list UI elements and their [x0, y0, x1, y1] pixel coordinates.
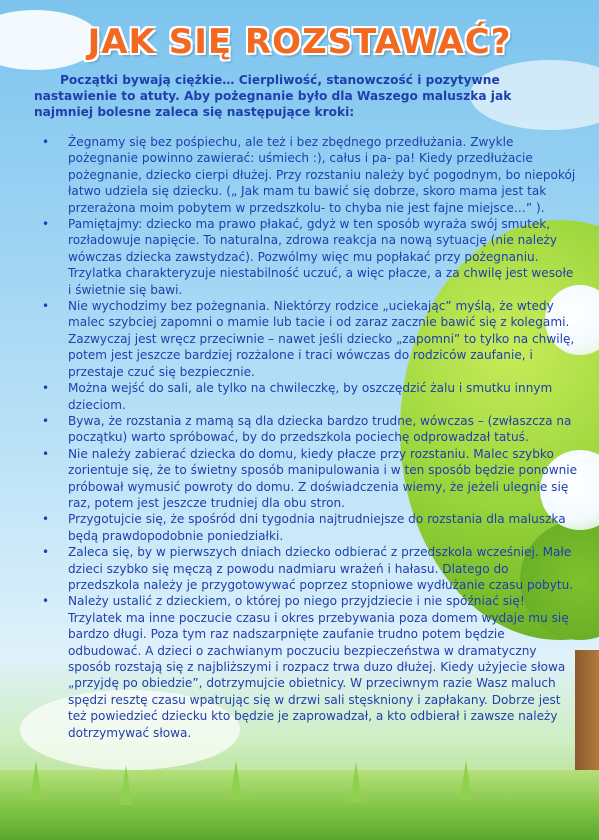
tip-text: Można wejść do sali, ale tylko na chwileczkę, by oszczędzić żalu i smutku innym dzieciom. [68, 381, 553, 412]
page-title: JAK SIĘ ROZSTAWAĆ? [87, 22, 512, 62]
bullet-icon: • [42, 381, 50, 396]
grass-blade [460, 760, 472, 800]
list-item [24, 298, 578, 380]
tip-text: Żegnamy się bez pośpiechu, ale też i bez zbędnego przedłużania. Zwykle pożegnanie powinno zawierać: uśmiech :), całus i pa- pa! Kiedy przedłużacie pożegnanie, dziecko cierpi dłużej. Przy rozstaniu należy być pogodnym, bo niepokój łatwo udziela się dziecku. („ Jak mam tu bawić się dobrze, skoro mama jest tak przerażona moim pobytem w przedszkolu- to chyba nie jest fajne miejsce…” ). [68, 135, 576, 215]
bullet-icon: • [42, 512, 50, 527]
grass-blade [30, 760, 42, 800]
list-item [24, 446, 578, 512]
bullet-icon: • [42, 446, 50, 461]
bullet-icon: • [42, 217, 50, 232]
bullet-icon: • [42, 135, 50, 149]
tree-trunk [575, 650, 599, 770]
tip-text: Należy ustalić z dzieckiem, o której po niego przyjdziecie i nie spóźniać się! Trzylatek ma inne poczucie czasu i okres przebywania poza domem wydaje mu się bardzo długi. Poza tym raz nadszarpnięte zaufanie trudno potem będzie odbudować. A dzieci o zachwianym poczuciu bezpieczeństwa w dramatyczny sposób rozstają się z najbliższymi i rozpacz trwa duzo dłużej. Kiedy użyjecie słowa „przyjdę po obiedzie”, dotrzymujcie obietnicy. W przeciwnym razie Wasz maluch spędzi resztę czasu wpatrując się w drzwi sali stęskniony i zapłakany. Dobrze jest też powiedzieć dziecku kto będzie je zaprowadzał, a kto odbierał i zawsze należy dotrzymywać słowa. [68, 594, 569, 740]
bullet-icon: • [42, 299, 50, 314]
list-item [24, 216, 578, 298]
bullet-icon: • [42, 413, 50, 428]
grass-blade [230, 760, 242, 800]
tip-text: Pamiętajmy: dziecko ma prawo płakać, gdyż w ten sposób wyraża swój smutek, rozładowuje napięcie. To naturalna, zdrowa reakcja na nową sytuację (nie należy wówczas dziecka zawstydzać). Pozwólmy więc mu popłakać przy pożegnaniu. Trzylatka charakteryzuje niestabilność uczuć, a więc płacze, a za chwilę jest wesołe i świetnie się bawi. [68, 217, 574, 297]
tip-text: Nie należy zabierać dziecka do domu, kiedy płacze przy rozstaniu. Malec szybko zorientuje się, że to świetny sposób manipulowania i w ten sposób będzie ponownie próbował wymusić powroty do domu. Z doświadczenia wiemy, że jeżeli ulegnie się raz, potem jest jeszcze trudniej dla obu stron. [68, 446, 578, 510]
list-item [24, 134, 578, 216]
tip-text: Nie wychodzimy bez pożegnania. Niektórzy rodzice „uciekając” myślą, że wtedy malec szybciej zapomni o mamie lub tacie i od zaraz zacznie bawić się z kolegami. Zazwyczaj jest wręcz przeciwnie – nawet jeśli dziecko „zapomni” to tylko na chwilę, potem jest jeszcze bardziej rozżalone i traci wówczas do rodziców zaufanie, i przestaje czuć się bezpiecznie. [68, 299, 575, 379]
tip-text: Przygotujcie się, że spośród dni tygodnia najtrudniejsze do rozstania dla maluszka będą prawdopodobnie poniedziałki. [68, 512, 566, 543]
grass-ground [0, 770, 599, 840]
list-item [24, 511, 578, 544]
grass-blade [350, 762, 362, 802]
bullet-icon: • [42, 594, 50, 609]
bullet-icon: • [42, 545, 50, 560]
intro-paragraph: Początki bywają ciężkie… Cierpliwość, stanowczość i pozytywne nastawienie to atuty. Aby pożegnanie było dla Waszego maluszka jak najmniej bolesne zaleca się następujące kroki: [34, 73, 512, 119]
tips-list [24, 134, 578, 741]
list-item [24, 593, 578, 741]
grass-blade [120, 765, 132, 805]
list-item [24, 413, 578, 446]
list-item [24, 544, 578, 593]
list-item [24, 380, 578, 413]
tip-text: Bywa, że rozstania z mamą są dla dziecka bardzo trudne, wówczas – (zwłaszcza na początku) warto spróbować, by do przedszkola pociechę odprowadzał tatuś. [68, 413, 572, 445]
tip-text: Zaleca się, by w pierwszych dniach dziecko odbierać z przedszkola wcześniej. Małe dzieci szybko się męczą z powodu nadmiaru wrażeń i hałasu. Dlatego do przedszkola należy je przygotowywać poprzez stopniowe wydłużanie czasu pobytu. [68, 545, 574, 592]
